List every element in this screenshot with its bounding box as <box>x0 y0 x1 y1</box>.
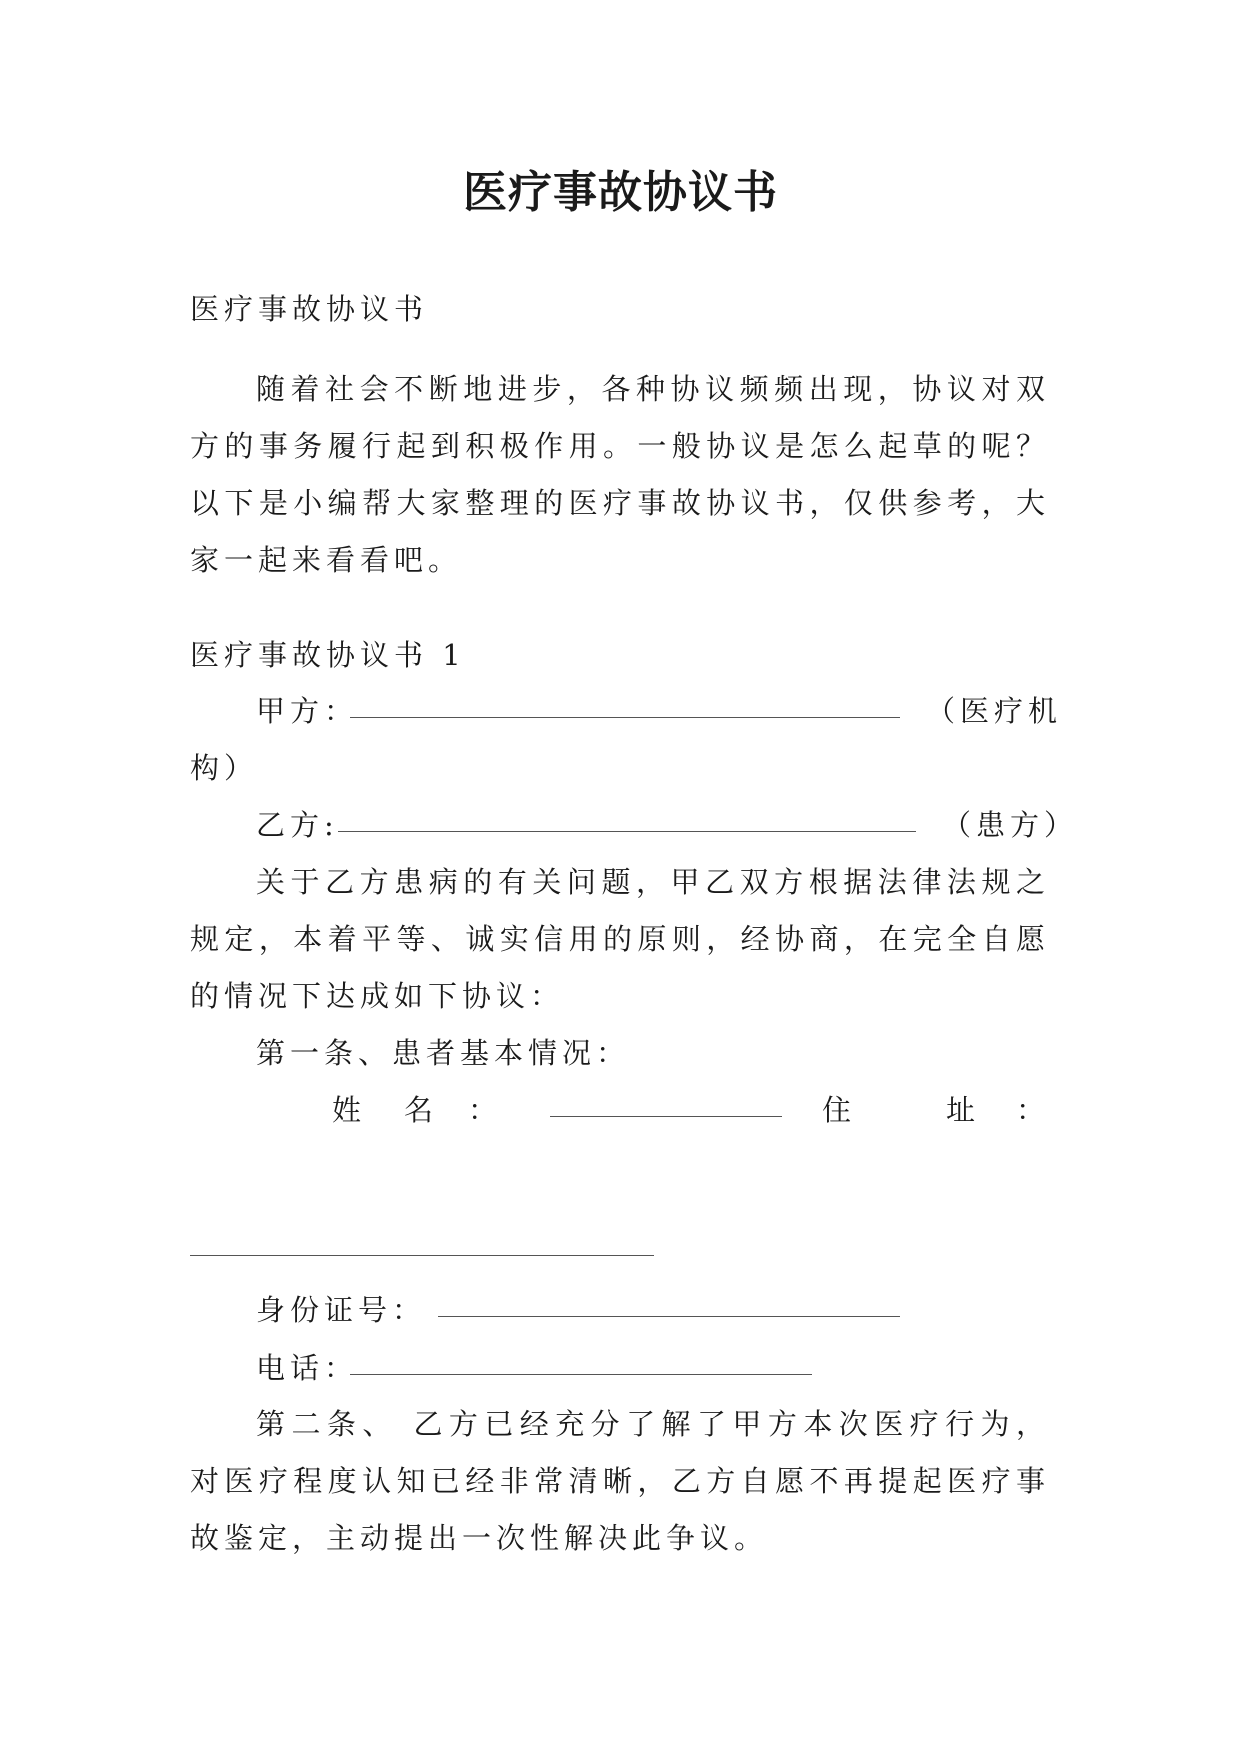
party-a-suffix: （医疗机 <box>926 694 1063 728</box>
party-a-label: 甲方： <box>256 694 359 728</box>
phone-blank <box>350 1348 812 1375</box>
document-title: 医疗事故协议书 <box>463 167 778 218</box>
party-b-label: 乙方: <box>256 808 339 842</box>
address-colon: ： <box>1016 1093 1051 1127</box>
article-1-heading: 第一条、患者基本情况： <box>256 1036 631 1070</box>
name-blank <box>550 1090 782 1117</box>
intro-paragraph: 随着社会不断地进步，各种协议频频出现，协议对双方的事务履行起到积极作用。一般协议是怎么起草的呢？以下是小编帮大家整理的医疗事故协议书，仅供参考，大家一起来看看吧。 <box>190 372 1050 577</box>
party-b-suffix: （患方） <box>942 808 1079 842</box>
name-colon: ： <box>468 1093 503 1127</box>
document-subtitle: 医疗事故协议书 <box>190 292 429 326</box>
preamble-paragraph: 关于乙方患病的有关问题，甲乙双方根据法律法规之规定，本着平等、诚实信用的原则，经协商，在完全自愿的情况下达成如下协议： <box>190 865 1050 1013</box>
name-label-char-2: 名 <box>404 1093 439 1127</box>
address-blank <box>190 1254 654 1256</box>
address-label-char-2: 址 <box>946 1093 981 1127</box>
section-heading: 医疗事故协议书 1 <box>190 638 466 672</box>
name-label-char-1: 姓 <box>332 1093 367 1127</box>
address-label-char-1: 住 <box>822 1093 857 1127</box>
id-number-label: 身份证号： <box>256 1293 427 1327</box>
party-b-blank <box>338 805 916 832</box>
party-a-blank <box>350 691 900 718</box>
phone-label: 电话： <box>256 1351 359 1385</box>
article-2-paragraph: 第二条、 乙方已经充分了解了甲方本次医疗行为，对医疗程度认知已经非常清晰，乙方自愿不再提起医疗事故鉴定，主动提出一次性解决此争议。 <box>190 1407 1050 1555</box>
id-number-blank <box>438 1290 900 1317</box>
party-a-suffix-continued: 构） <box>190 751 259 785</box>
